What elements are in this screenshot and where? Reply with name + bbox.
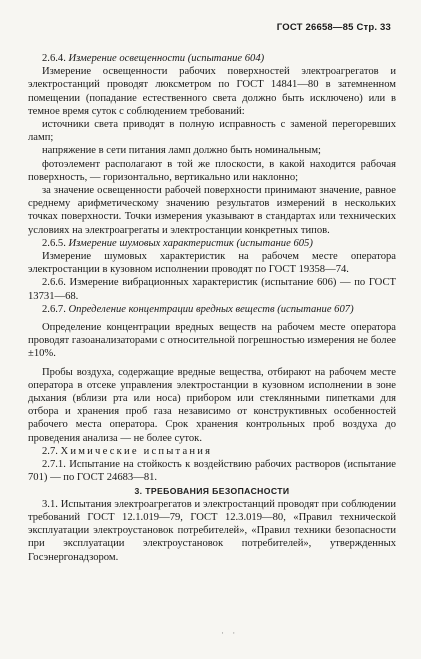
paragraph: 3.1. Испытания электроагрегатов и электростанций проводят при соблюдении требований ГОСТ 12.1.019—79, ГОСТ 12.3.019—80, «Правил технической эксплуатации электроустановок потребителей», «Правил техники безопасности при эксплуатации электроустановок потребителей», утвержденных Госэнергонадзором.: [28, 498, 396, 563]
clause-2-6-4-heading: [28, 52, 396, 65]
clause-number: 2.6.7.: [42, 303, 66, 315]
clause-title: Химические испытания: [60, 445, 213, 457]
paragraph: фотоэлемент располагают в той же плоскости, в какой находится рабочая поверхность, — горизонтально, вертикально или наклонно;: [28, 158, 396, 183]
paragraph: за значение освещенности рабочей поверхности принимают значение, равное среднему арифметическому значению результатов измерений в нескольких точках поверхности. Точки измерения указывают в стандартах или технических условиях на электроагрегаты и электростанции конкретных типов.: [28, 185, 396, 236]
clause-title: Измерение освещенности (испытание 604): [68, 53, 265, 64]
page-header: [277, 22, 391, 33]
clause-number: 2.7.: [42, 445, 58, 457]
paragraph: напряжение в сети питания ламп должно быть номинальным;: [42, 145, 321, 157]
page-number: Стр. 33: [356, 22, 391, 33]
paragraph: Определение концентрации вредных веществ на рабочем месте оператора проводят газоанализаторами с относительной погрешностью измерения не более ±10%.: [28, 322, 396, 360]
document-body: [28, 52, 396, 564]
clause-number: 2.6.5.: [42, 237, 66, 249]
clause-2-6-7-heading: [28, 303, 396, 316]
clause-2-7-heading: [28, 445, 396, 458]
paragraph: 2.6.6. Измерение вибрационных характеристик (испытание 606) — по ГОСТ 13731—68.: [28, 277, 396, 302]
standard-number: ГОСТ 26658—85: [276, 22, 354, 33]
paragraph: источники света приводят в полную исправность с заменой перегоревших ламп;: [28, 119, 396, 144]
paragraph: Пробы воздуха, содержащие вредные вещества, отбирают на рабочем месте оператора в отсеке управления электростанции в кузовном исполнении в зоне дыхания (вблизи рта или носа) прибором или стеклянными пипетками для отбора и хранения проб газа независимо от конструктивных особенностей рабочего места оператора. Срок хранения контрольных проб воздуха до проведения анализа — не более суток.: [28, 366, 396, 444]
section-3-title: 3. ТРЕБОВАНИЯ БЕЗОПАСНОСТИ: [134, 485, 290, 496]
paragraph: Измерение освещенности рабочих поверхностей электроагрегатов и электростанций проводят люксметром по ГОСТ 14841—80 в затемненном помещении (попадание естественного света должно быть исключено) или в темное время суток с соблюдением требований:: [28, 66, 396, 117]
paragraph: Измерение шумовых характеристик на рабочем месте оператора электростанции в кузовном исполнении проводят по ГОСТ 19358—74.: [28, 251, 396, 276]
paragraph: 2.7.1. Испытание на стойкость к воздействию рабочих растворов (испытание 701) — по ГОСТ 24683—81.: [28, 459, 396, 484]
clause-2-6-5-heading: [28, 237, 396, 250]
page-footer-mark: · ·: [221, 628, 239, 638]
clause-number: 2.6.4.: [42, 53, 66, 64]
clause-title: Измерение шумовых характеристик (испытание 605): [68, 237, 313, 249]
clause-title: Определение концентрации вредных веществ (испытание 607): [68, 303, 354, 315]
